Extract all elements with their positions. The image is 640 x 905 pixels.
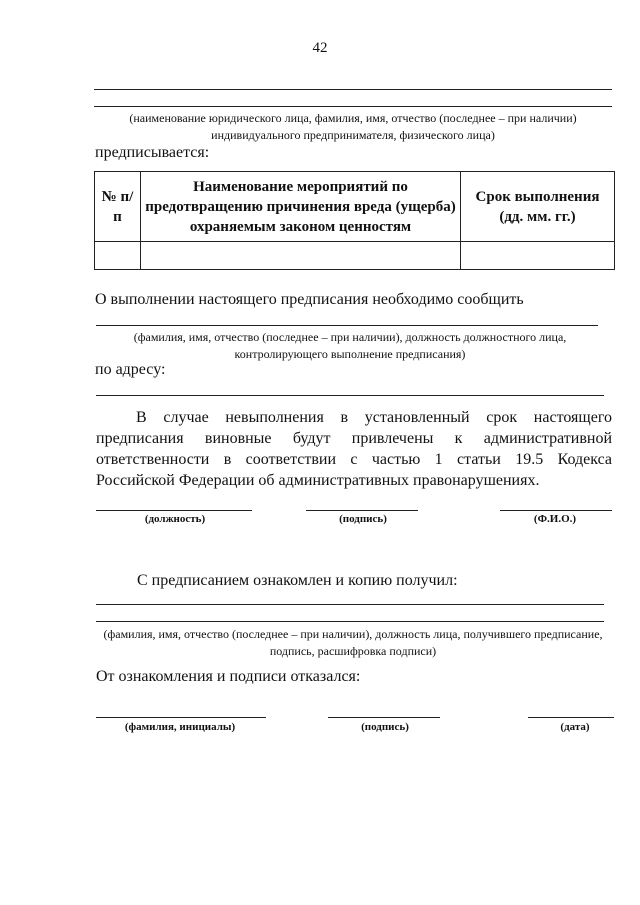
date-line xyxy=(528,717,614,718)
name-caption-2: (фамилия, инициалы) xyxy=(124,721,236,733)
entity-name-line-1 xyxy=(94,89,612,90)
header-number: № п/п xyxy=(95,172,141,242)
entity-caption: (наименование юридического лица, фамилия, имя, отчество (последнее – при наличии) индивидуального предпринимателя, физического лица) xyxy=(129,111,577,142)
date-caption: (дата) xyxy=(560,721,590,733)
position-line xyxy=(96,510,252,511)
table-cell[interactable] xyxy=(95,242,141,270)
table-cell[interactable] xyxy=(461,242,615,270)
table-cell[interactable] xyxy=(141,242,461,270)
address-label: по адресу: xyxy=(95,361,166,378)
address-line xyxy=(96,395,604,396)
report-text: О выполнении настоящего предписания необходимо сообщить xyxy=(95,291,524,308)
official-caption: (фамилия, имя, отчество (последнее – при наличии), должность должностного лица, контролирующего выполнение предписания) xyxy=(133,330,567,361)
page-number: 42 xyxy=(312,40,328,56)
table-row xyxy=(95,242,615,270)
header-measures: Наименование мероприятий по предотвращению причинения вреда (ущерба) охраняемым законом ценностям xyxy=(141,172,461,242)
acknowledged-text: С предписанием ознакомлен и копию получил: xyxy=(137,572,458,589)
recipient-line-2 xyxy=(96,621,604,622)
name-line-1 xyxy=(500,510,612,511)
warning-paragraph: В случае невыполнения в установленный срок настоящего предписания виновные будут привлечены к административной ответственности в соответствии с частью 1 статьи 19.5 Кодекса Российской Федерации об административных правонарушениях. xyxy=(96,409,612,489)
recipient-line-1 xyxy=(96,604,604,605)
signature-caption-2: (подпись) xyxy=(361,721,409,733)
name-caption-1: (Ф.И.О.) xyxy=(533,513,577,525)
signature-caption-1: (подпись) xyxy=(339,513,387,525)
official-name-line xyxy=(96,325,598,326)
refused-text: От ознакомления и подписи отказался: xyxy=(96,668,361,685)
recipient-caption: (фамилия, имя, отчество (последнее – при наличии), должность лица, получившего предписание, подпись, расшифровка подписи) xyxy=(103,627,603,658)
signature-line-2 xyxy=(328,717,440,718)
measures-table xyxy=(94,171,615,270)
entity-name-line-2 xyxy=(94,106,612,107)
header-deadline: Срок выполнения (дд. мм. гг.) xyxy=(461,172,615,242)
position-caption: (должность) xyxy=(144,513,206,525)
signature-line-1 xyxy=(306,510,418,511)
name-line-2 xyxy=(96,717,266,718)
table-header-row xyxy=(95,172,615,242)
prescribed-label: предписывается: xyxy=(95,144,210,161)
